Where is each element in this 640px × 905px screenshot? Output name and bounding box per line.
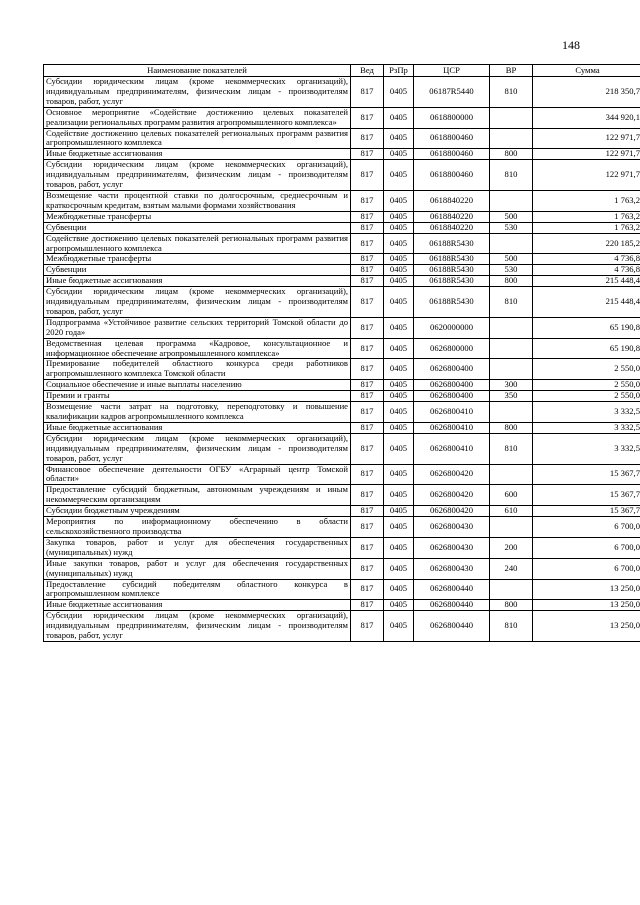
row-name-cell: Субвенции xyxy=(44,222,351,233)
row-vr-cell xyxy=(490,128,533,149)
row-rzpr-cell: 0405 xyxy=(384,276,414,287)
row-ved-cell: 817 xyxy=(351,233,384,254)
row-csr-cell: 0618840220 xyxy=(414,222,490,233)
row-ved-cell: 817 xyxy=(351,107,384,128)
row-name-cell: Субвенции xyxy=(44,265,351,276)
row-rzpr-cell: 0405 xyxy=(384,287,414,318)
row-ved-cell: 817 xyxy=(351,464,384,485)
header-name: Наименование показателей xyxy=(44,65,351,77)
row-ved-cell: 817 xyxy=(351,222,384,233)
row-vr-cell: 810 xyxy=(490,160,533,191)
row-name-cell: Межбюджетные трансферты xyxy=(44,211,351,222)
row-ved-cell: 817 xyxy=(351,506,384,517)
row-rzpr-cell: 0405 xyxy=(384,149,414,160)
row-rzpr-cell: 0405 xyxy=(384,160,414,191)
row-csr-cell: 0626800440 xyxy=(414,611,490,642)
table-row xyxy=(44,211,640,222)
row-name-cell: Межбюджетные трансферты xyxy=(44,254,351,265)
row-name-cell: Закупка товаров, работ и услуг для обеспечения государственных (муниципальных) нужд xyxy=(44,537,351,558)
row-rzpr-cell: 0405 xyxy=(384,391,414,402)
row-csr-cell: 0618800000 xyxy=(414,107,490,128)
row-name-cell: Иные бюджетные ассигнования xyxy=(44,149,351,160)
header-ved: Вед xyxy=(351,65,384,77)
row-sum-cell: 344 920,1 xyxy=(533,107,640,128)
row-csr-cell: 06188R5430 xyxy=(414,265,490,276)
row-csr-cell: 0626800430 xyxy=(414,537,490,558)
row-name-cell: Содействие достижению целевых показателей региональных программ развития агропромышленного комплекса xyxy=(44,128,351,149)
row-ved-cell: 817 xyxy=(351,611,384,642)
row-name-cell: Финансовое обеспечение деятельности ОГБУ «Аграрный центр Томской области» xyxy=(44,464,351,485)
header-csr: ЦСР xyxy=(414,65,490,77)
table-row xyxy=(44,254,640,265)
row-csr-cell: 0626800430 xyxy=(414,517,490,538)
row-sum-cell: 122 971,7 xyxy=(533,128,640,149)
row-ved-cell: 817 xyxy=(351,600,384,611)
table-row xyxy=(44,265,640,276)
row-ved-cell: 817 xyxy=(351,517,384,538)
row-ved-cell: 817 xyxy=(351,317,384,338)
row-csr-cell: 0626800410 xyxy=(414,433,490,464)
row-name-cell: Подпрограмма «Устойчивое развитие сельских территорий Томской области до 2020 года» xyxy=(44,317,351,338)
table-row xyxy=(44,107,640,128)
table-row xyxy=(44,402,640,423)
row-vr-cell xyxy=(490,579,533,600)
row-sum-cell: 3 332,5 xyxy=(533,402,640,423)
row-ved-cell: 817 xyxy=(351,485,384,506)
row-rzpr-cell: 0405 xyxy=(384,190,414,211)
row-name-cell: Мероприятия по информационному обеспечению в области сельскохозяйственного производства xyxy=(44,517,351,538)
row-vr-cell: 800 xyxy=(490,276,533,287)
table-row xyxy=(44,537,640,558)
table-row xyxy=(44,287,640,318)
table-row xyxy=(44,190,640,211)
row-rzpr-cell: 0405 xyxy=(384,422,414,433)
header-rzpr: РзПр xyxy=(384,65,414,77)
row-ved-cell: 817 xyxy=(351,537,384,558)
row-name-cell: Возмещение части процентной ставки по долгосрочным, среднесрочным и краткосрочным кредитам, взятым малыми формами хозяйствования xyxy=(44,190,351,211)
table-row xyxy=(44,338,640,359)
table-row xyxy=(44,160,640,191)
row-csr-cell: 0626800420 xyxy=(414,464,490,485)
row-ved-cell: 817 xyxy=(351,160,384,191)
row-vr-cell xyxy=(490,359,533,380)
row-name-cell: Иные закупки товаров, работ и услуг для обеспечения государственных (муниципальных) нужд xyxy=(44,558,351,579)
row-name-cell: Субсидии юридическим лицам (кроме некоммерческих организаций), индивидуальным предпринимателям, физическим лицам - производителям товаров, работ, услуг xyxy=(44,160,351,191)
row-vr-cell: 530 xyxy=(490,222,533,233)
table-row xyxy=(44,233,640,254)
row-name-cell: Социальное обеспечение и иные выплаты населению xyxy=(44,380,351,391)
row-rzpr-cell: 0405 xyxy=(384,317,414,338)
table-row xyxy=(44,380,640,391)
table-row xyxy=(44,77,640,108)
row-vr-cell: 810 xyxy=(490,433,533,464)
header-sum: Сумма xyxy=(533,65,640,77)
row-ved-cell: 817 xyxy=(351,422,384,433)
row-sum-cell: 1 763,2 xyxy=(533,222,640,233)
row-csr-cell: 0626800400 xyxy=(414,359,490,380)
row-ved-cell: 817 xyxy=(351,128,384,149)
table-row xyxy=(44,485,640,506)
row-csr-cell: 0626800440 xyxy=(414,579,490,600)
row-csr-cell: 0626800400 xyxy=(414,391,490,402)
row-vr-cell: 350 xyxy=(490,391,533,402)
row-sum-cell: 215 448,4 xyxy=(533,287,640,318)
row-rzpr-cell: 0405 xyxy=(384,77,414,108)
row-rzpr-cell: 0405 xyxy=(384,233,414,254)
row-csr-cell: 0618800460 xyxy=(414,128,490,149)
table-header-row xyxy=(44,65,640,77)
row-sum-cell: 1 763,2 xyxy=(533,190,640,211)
row-ved-cell: 817 xyxy=(351,190,384,211)
row-ved-cell: 817 xyxy=(351,149,384,160)
row-sum-cell: 4 736,8 xyxy=(533,254,640,265)
table-row xyxy=(44,611,640,642)
row-sum-cell: 6 700,0 xyxy=(533,517,640,538)
row-rzpr-cell: 0405 xyxy=(384,254,414,265)
row-sum-cell: 15 367,7 xyxy=(533,485,640,506)
table-row xyxy=(44,149,640,160)
row-csr-cell: 0626800410 xyxy=(414,402,490,423)
row-csr-cell: 06188R5430 xyxy=(414,233,490,254)
row-sum-cell: 13 250,0 xyxy=(533,600,640,611)
row-sum-cell: 2 550,0 xyxy=(533,359,640,380)
row-sum-cell: 15 367,7 xyxy=(533,506,640,517)
row-rzpr-cell: 0405 xyxy=(384,128,414,149)
row-csr-cell: 0626800440 xyxy=(414,600,490,611)
row-vr-cell xyxy=(490,338,533,359)
row-rzpr-cell: 0405 xyxy=(384,537,414,558)
row-rzpr-cell: 0405 xyxy=(384,579,414,600)
row-sum-cell: 1 763,2 xyxy=(533,211,640,222)
row-vr-cell: 610 xyxy=(490,506,533,517)
table-row xyxy=(44,600,640,611)
row-name-cell: Предоставление субсидий победителям областного конкурса в агропромышленном комплексе xyxy=(44,579,351,600)
row-rzpr-cell: 0405 xyxy=(384,402,414,423)
row-sum-cell: 2 550,0 xyxy=(533,380,640,391)
row-sum-cell: 65 190,8 xyxy=(533,317,640,338)
row-vr-cell xyxy=(490,317,533,338)
row-sum-cell: 122 971,7 xyxy=(533,149,640,160)
row-vr-cell: 530 xyxy=(490,265,533,276)
row-sum-cell: 65 190,8 xyxy=(533,338,640,359)
row-ved-cell: 817 xyxy=(351,391,384,402)
row-rzpr-cell: 0405 xyxy=(384,380,414,391)
row-sum-cell: 6 700,0 xyxy=(533,537,640,558)
row-name-cell: Субсидии юридическим лицам (кроме некоммерческих организаций), индивидуальным предпринимателям, физическим лицам - производителям товаров, работ, услуг xyxy=(44,287,351,318)
row-vr-cell xyxy=(490,464,533,485)
row-ved-cell: 817 xyxy=(351,402,384,423)
row-rzpr-cell: 0405 xyxy=(384,600,414,611)
row-sum-cell: 218 350,7 xyxy=(533,77,640,108)
row-csr-cell: 0626800430 xyxy=(414,558,490,579)
row-vr-cell: 200 xyxy=(490,537,533,558)
row-rzpr-cell: 0405 xyxy=(384,359,414,380)
row-csr-cell: 0618840220 xyxy=(414,211,490,222)
row-vr-cell: 240 xyxy=(490,558,533,579)
row-ved-cell: 817 xyxy=(351,433,384,464)
row-vr-cell xyxy=(490,107,533,128)
table-row xyxy=(44,276,640,287)
table-row xyxy=(44,422,640,433)
row-rzpr-cell: 0405 xyxy=(384,338,414,359)
row-csr-cell: 0626800420 xyxy=(414,506,490,517)
row-rzpr-cell: 0405 xyxy=(384,107,414,128)
row-csr-cell: 0626800420 xyxy=(414,485,490,506)
table-row xyxy=(44,558,640,579)
row-csr-cell: 0618800460 xyxy=(414,149,490,160)
row-sum-cell: 122 971,7 xyxy=(533,160,640,191)
row-name-cell: Основное мероприятие «Содействие достижению целевых показателей реализации региональных программ развития агропромышленного комплекса» xyxy=(44,107,351,128)
row-rzpr-cell: 0405 xyxy=(384,211,414,222)
table-row xyxy=(44,579,640,600)
row-sum-cell: 13 250,0 xyxy=(533,611,640,642)
row-ved-cell: 817 xyxy=(351,338,384,359)
table-row xyxy=(44,433,640,464)
row-csr-cell: 0618840220 xyxy=(414,190,490,211)
row-vr-cell: 600 xyxy=(490,485,533,506)
row-csr-cell: 06188R5430 xyxy=(414,254,490,265)
row-name-cell: Ведомственная целевая программа «Кадровое, консультационное и информационное обеспечение агропромышленного комплекса» xyxy=(44,338,351,359)
row-rzpr-cell: 0405 xyxy=(384,433,414,464)
row-name-cell: Субсидии юридическим лицам (кроме некоммерческих организаций), индивидуальным предпринимателям, физическим лицам - производителям товаров, работ, услуг xyxy=(44,77,351,108)
row-vr-cell: 810 xyxy=(490,287,533,318)
row-vr-cell: 800 xyxy=(490,149,533,160)
row-rzpr-cell: 0405 xyxy=(384,506,414,517)
table-row xyxy=(44,391,640,402)
row-vr-cell: 800 xyxy=(490,600,533,611)
row-ved-cell: 817 xyxy=(351,579,384,600)
row-vr-cell: 300 xyxy=(490,380,533,391)
row-name-cell: Иные бюджетные ассигнования xyxy=(44,600,351,611)
row-csr-cell: 0626800410 xyxy=(414,422,490,433)
row-rzpr-cell: 0405 xyxy=(384,558,414,579)
row-ved-cell: 817 xyxy=(351,276,384,287)
row-csr-cell: 0626800000 xyxy=(414,338,490,359)
row-csr-cell: 0620000000 xyxy=(414,317,490,338)
row-ved-cell: 817 xyxy=(351,359,384,380)
row-sum-cell: 215 448,4 xyxy=(533,276,640,287)
row-rzpr-cell: 0405 xyxy=(384,517,414,538)
table-row xyxy=(44,222,640,233)
header-vr: ВР xyxy=(490,65,533,77)
table-body xyxy=(44,77,640,642)
row-vr-cell xyxy=(490,402,533,423)
row-vr-cell: 500 xyxy=(490,211,533,222)
row-sum-cell: 3 332,5 xyxy=(533,433,640,464)
row-sum-cell: 4 736,8 xyxy=(533,265,640,276)
table-row xyxy=(44,128,640,149)
row-name-cell: Иные бюджетные ассигнования xyxy=(44,422,351,433)
row-sum-cell: 13 250,0 xyxy=(533,579,640,600)
row-sum-cell: 220 185,2 xyxy=(533,233,640,254)
row-vr-cell xyxy=(490,190,533,211)
page-number: 148 xyxy=(562,38,580,52)
row-ved-cell: 817 xyxy=(351,254,384,265)
row-sum-cell: 15 367,7 xyxy=(533,464,640,485)
table-row xyxy=(44,464,640,485)
row-sum-cell: 6 700,0 xyxy=(533,558,640,579)
row-sum-cell: 3 332,5 xyxy=(533,422,640,433)
row-rzpr-cell: 0405 xyxy=(384,611,414,642)
row-name-cell: Премии и гранты xyxy=(44,391,351,402)
row-name-cell: Возмещение части затрат на подготовку, переподготовку и повышение квалификации кадров агропромышленного комплекса xyxy=(44,402,351,423)
row-name-cell: Премирование победителей областного конкурса среди работников агропромышленного комплекса Томской области xyxy=(44,359,351,380)
row-vr-cell: 810 xyxy=(490,77,533,108)
row-name-cell: Иные бюджетные ассигнования xyxy=(44,276,351,287)
row-vr-cell: 810 xyxy=(490,611,533,642)
table-row xyxy=(44,359,640,380)
row-csr-cell: 06188R5430 xyxy=(414,276,490,287)
row-ved-cell: 817 xyxy=(351,558,384,579)
row-sum-cell: 2 550,0 xyxy=(533,391,640,402)
row-name-cell: Субсидии юридическим лицам (кроме некоммерческих организаций), индивидуальным предпринимателям, физическим лицам - производителям товаров, работ, услуг xyxy=(44,433,351,464)
row-vr-cell xyxy=(490,517,533,538)
row-vr-cell: 500 xyxy=(490,254,533,265)
row-ved-cell: 817 xyxy=(351,211,384,222)
row-rzpr-cell: 0405 xyxy=(384,265,414,276)
row-vr-cell xyxy=(490,233,533,254)
row-vr-cell: 800 xyxy=(490,422,533,433)
row-ved-cell: 817 xyxy=(351,380,384,391)
row-ved-cell: 817 xyxy=(351,77,384,108)
row-csr-cell: 06187R5440 xyxy=(414,77,490,108)
row-ved-cell: 817 xyxy=(351,287,384,318)
row-ved-cell: 817 xyxy=(351,265,384,276)
row-csr-cell: 0626800400 xyxy=(414,380,490,391)
budget-table xyxy=(43,64,640,642)
row-name-cell: Содействие достижению целевых показателей региональных программ развития агропромышленного комплекса xyxy=(44,233,351,254)
table-row xyxy=(44,506,640,517)
table-row xyxy=(44,317,640,338)
row-name-cell: Субсидии юридическим лицам (кроме некоммерческих организаций), индивидуальным предпринимателям, физическим лицам - производителям товаров, работ, услуг xyxy=(44,611,351,642)
row-name-cell: Предоставление субсидий бюджетным, автономным учреждениям и иным некоммерческим организациям xyxy=(44,485,351,506)
row-csr-cell: 06188R5430 xyxy=(414,287,490,318)
row-name-cell: Субсидии бюджетным учреждениям xyxy=(44,506,351,517)
row-rzpr-cell: 0405 xyxy=(384,222,414,233)
table-row xyxy=(44,517,640,538)
row-rzpr-cell: 0405 xyxy=(384,485,414,506)
row-csr-cell: 0618800460 xyxy=(414,160,490,191)
row-rzpr-cell: 0405 xyxy=(384,464,414,485)
